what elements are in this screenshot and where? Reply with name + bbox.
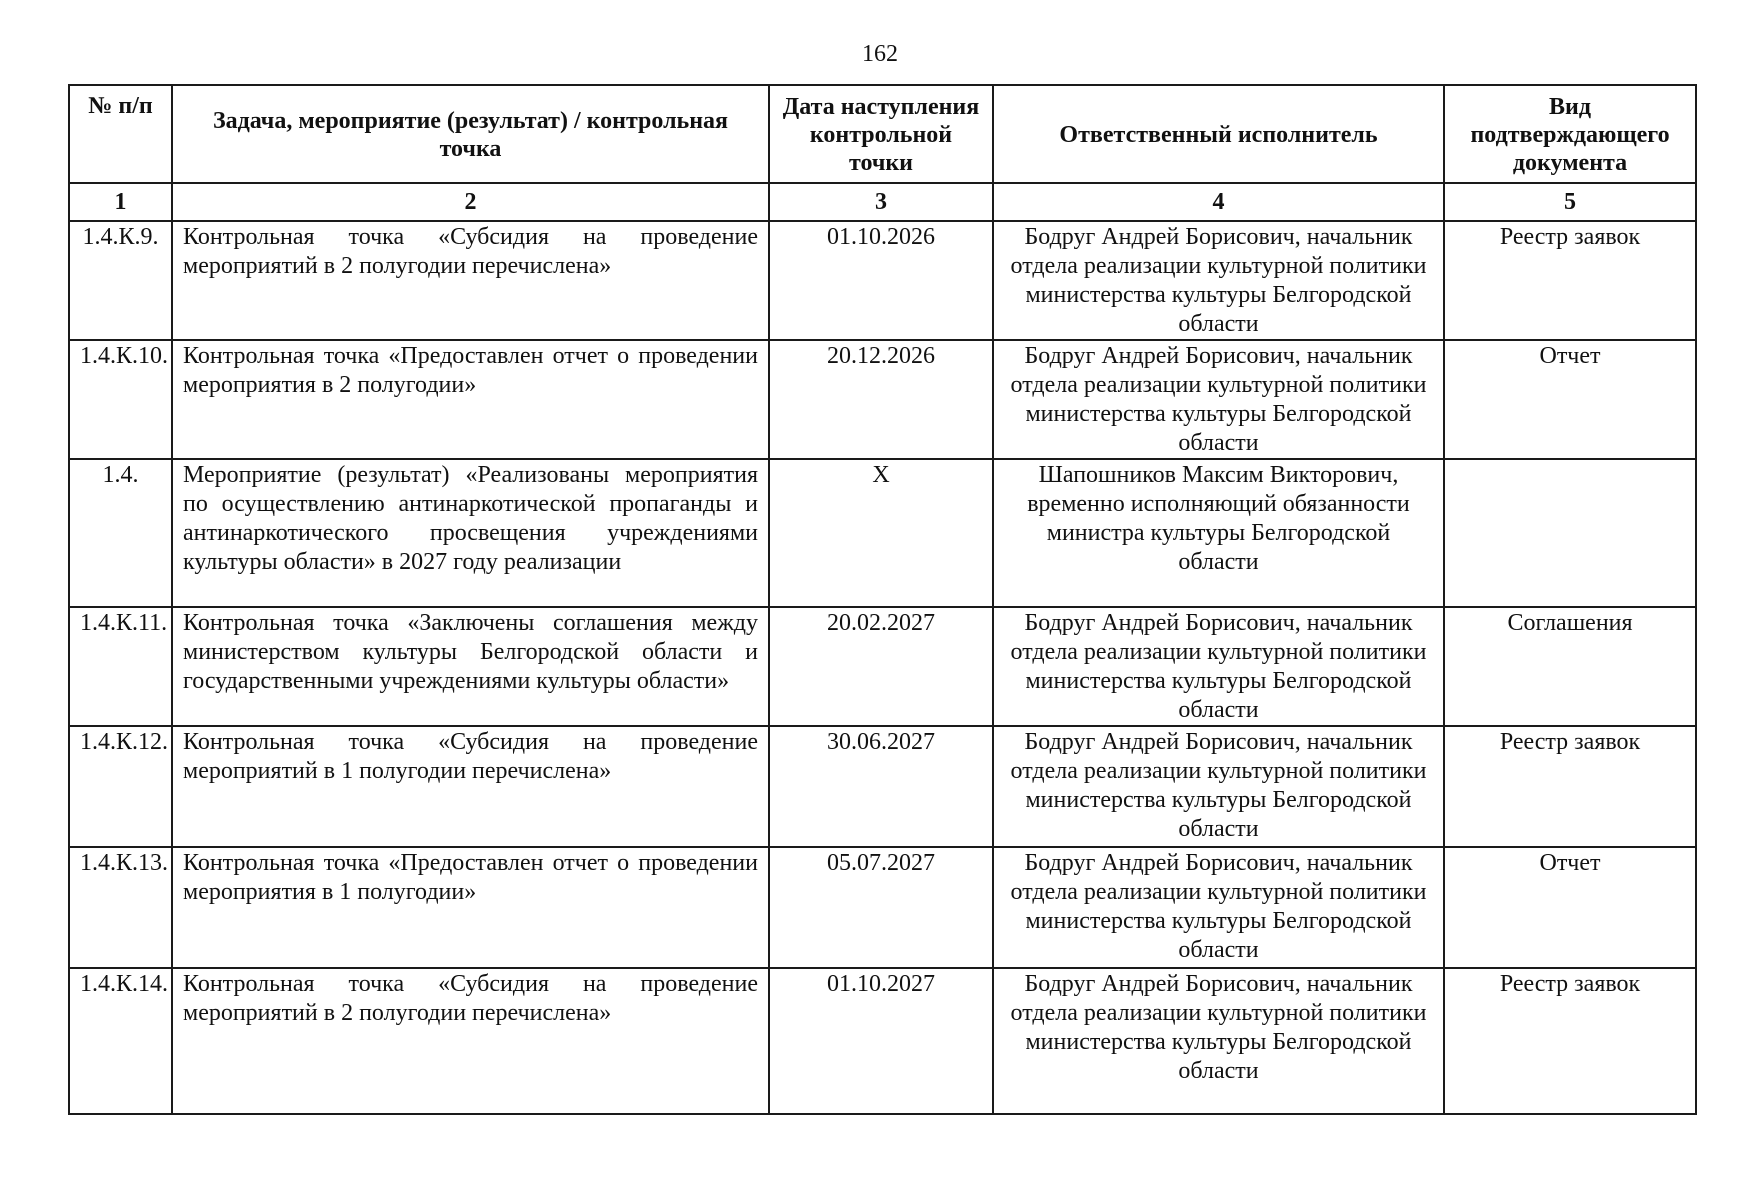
row-date: 01.10.2027	[769, 968, 993, 1114]
row-number: 1.4.К.12.	[69, 726, 172, 847]
row-responsible: Бодруг Андрей Борисович, начальник отдела реализации культурной политики министерства культуры Белгородской области	[993, 607, 1444, 726]
column-number: 4	[993, 183, 1444, 221]
column-number: 5	[1444, 183, 1696, 221]
row-responsible: Бодруг Андрей Борисович, начальник отдела реализации культурной политики министерства культуры Белгородской области	[993, 726, 1444, 847]
header-document: Вид подтверждающего документа	[1444, 85, 1696, 183]
header-date: Дата наступления контрольной точки	[769, 85, 993, 183]
row-task: Мероприятие (результат) «Реализованы мероприятия по осуществлению антинаркотической пропаганды и антинаркотического просвещения учреждениями культуры области» в 2027 году реализации	[172, 459, 769, 607]
row-date: 01.10.2026	[769, 221, 993, 340]
row-number: 1.4.К.9.	[69, 221, 172, 340]
row-date: 20.02.2027	[769, 607, 993, 726]
row-number: 1.4.К.11.	[69, 607, 172, 726]
row-document	[1444, 459, 1696, 607]
row-task: Контрольная точка «Заключены соглашения между министерством культуры Белгородской области и государственными учреждениями культуры области»	[172, 607, 769, 726]
row-number: 1.4.К.10.	[69, 340, 172, 459]
header-task: Задача, мероприятие (результат) / контрольная точка	[172, 85, 769, 183]
column-number-row	[69, 183, 1696, 221]
header-number: № п/п	[69, 85, 172, 183]
row-document: Соглашения	[1444, 607, 1696, 726]
table-row	[69, 459, 1696, 607]
table-row	[69, 847, 1696, 968]
control-points-table	[68, 84, 1697, 1115]
table-row	[69, 726, 1696, 847]
row-document: Реестр заявок	[1444, 221, 1696, 340]
table-row	[69, 968, 1696, 1114]
row-task: Контрольная точка «Предоставлен отчет о проведении мероприятия в 1 полугодии»	[172, 847, 769, 968]
table-row	[69, 607, 1696, 726]
row-task: Контрольная точка «Субсидия на проведение мероприятий в 2 полугодии перечислена»	[172, 221, 769, 340]
row-date: 30.06.2027	[769, 726, 993, 847]
column-number: 1	[69, 183, 172, 221]
row-date: 05.07.2027	[769, 847, 993, 968]
row-responsible: Шапошников Максим Викторович, временно исполняющий обязанности министра культуры Белгородской области	[993, 459, 1444, 607]
row-number: 1.4.К.14.	[69, 968, 172, 1114]
table-row	[69, 340, 1696, 459]
table-row	[69, 221, 1696, 340]
row-number: 1.4.К.13.	[69, 847, 172, 968]
row-date: 20.12.2026	[769, 340, 993, 459]
page-number: 162	[862, 41, 898, 67]
header-responsible: Ответственный исполнитель	[993, 85, 1444, 183]
column-number: 3	[769, 183, 993, 221]
row-responsible: Бодруг Андрей Борисович, начальник отдела реализации культурной политики министерства культуры Белгородской области	[993, 968, 1444, 1114]
row-document: Отчет	[1444, 847, 1696, 968]
column-number: 2	[172, 183, 769, 221]
row-task: Контрольная точка «Субсидия на проведение мероприятий в 2 полугодии перечислена»	[172, 968, 769, 1114]
row-number: 1.4.	[69, 459, 172, 607]
row-responsible: Бодруг Андрей Борисович, начальник отдела реализации культурной политики министерства культуры Белгородской области	[993, 847, 1444, 968]
row-responsible: Бодруг Андрей Борисович, начальник отдела реализации культурной политики министерства культуры Белгородской области	[993, 221, 1444, 340]
row-document: Реестр заявок	[1444, 968, 1696, 1114]
row-document: Реестр заявок	[1444, 726, 1696, 847]
row-date: Х	[769, 459, 993, 607]
row-document: Отчет	[1444, 340, 1696, 459]
row-task: Контрольная точка «Предоставлен отчет о проведении мероприятия в 2 полугодии»	[172, 340, 769, 459]
row-task: Контрольная точка «Субсидия на проведение мероприятий в 1 полугодии перечислена»	[172, 726, 769, 847]
header-row	[69, 85, 1696, 183]
row-responsible: Бодруг Андрей Борисович, начальник отдела реализации культурной политики министерства культуры Белгородской области	[993, 340, 1444, 459]
